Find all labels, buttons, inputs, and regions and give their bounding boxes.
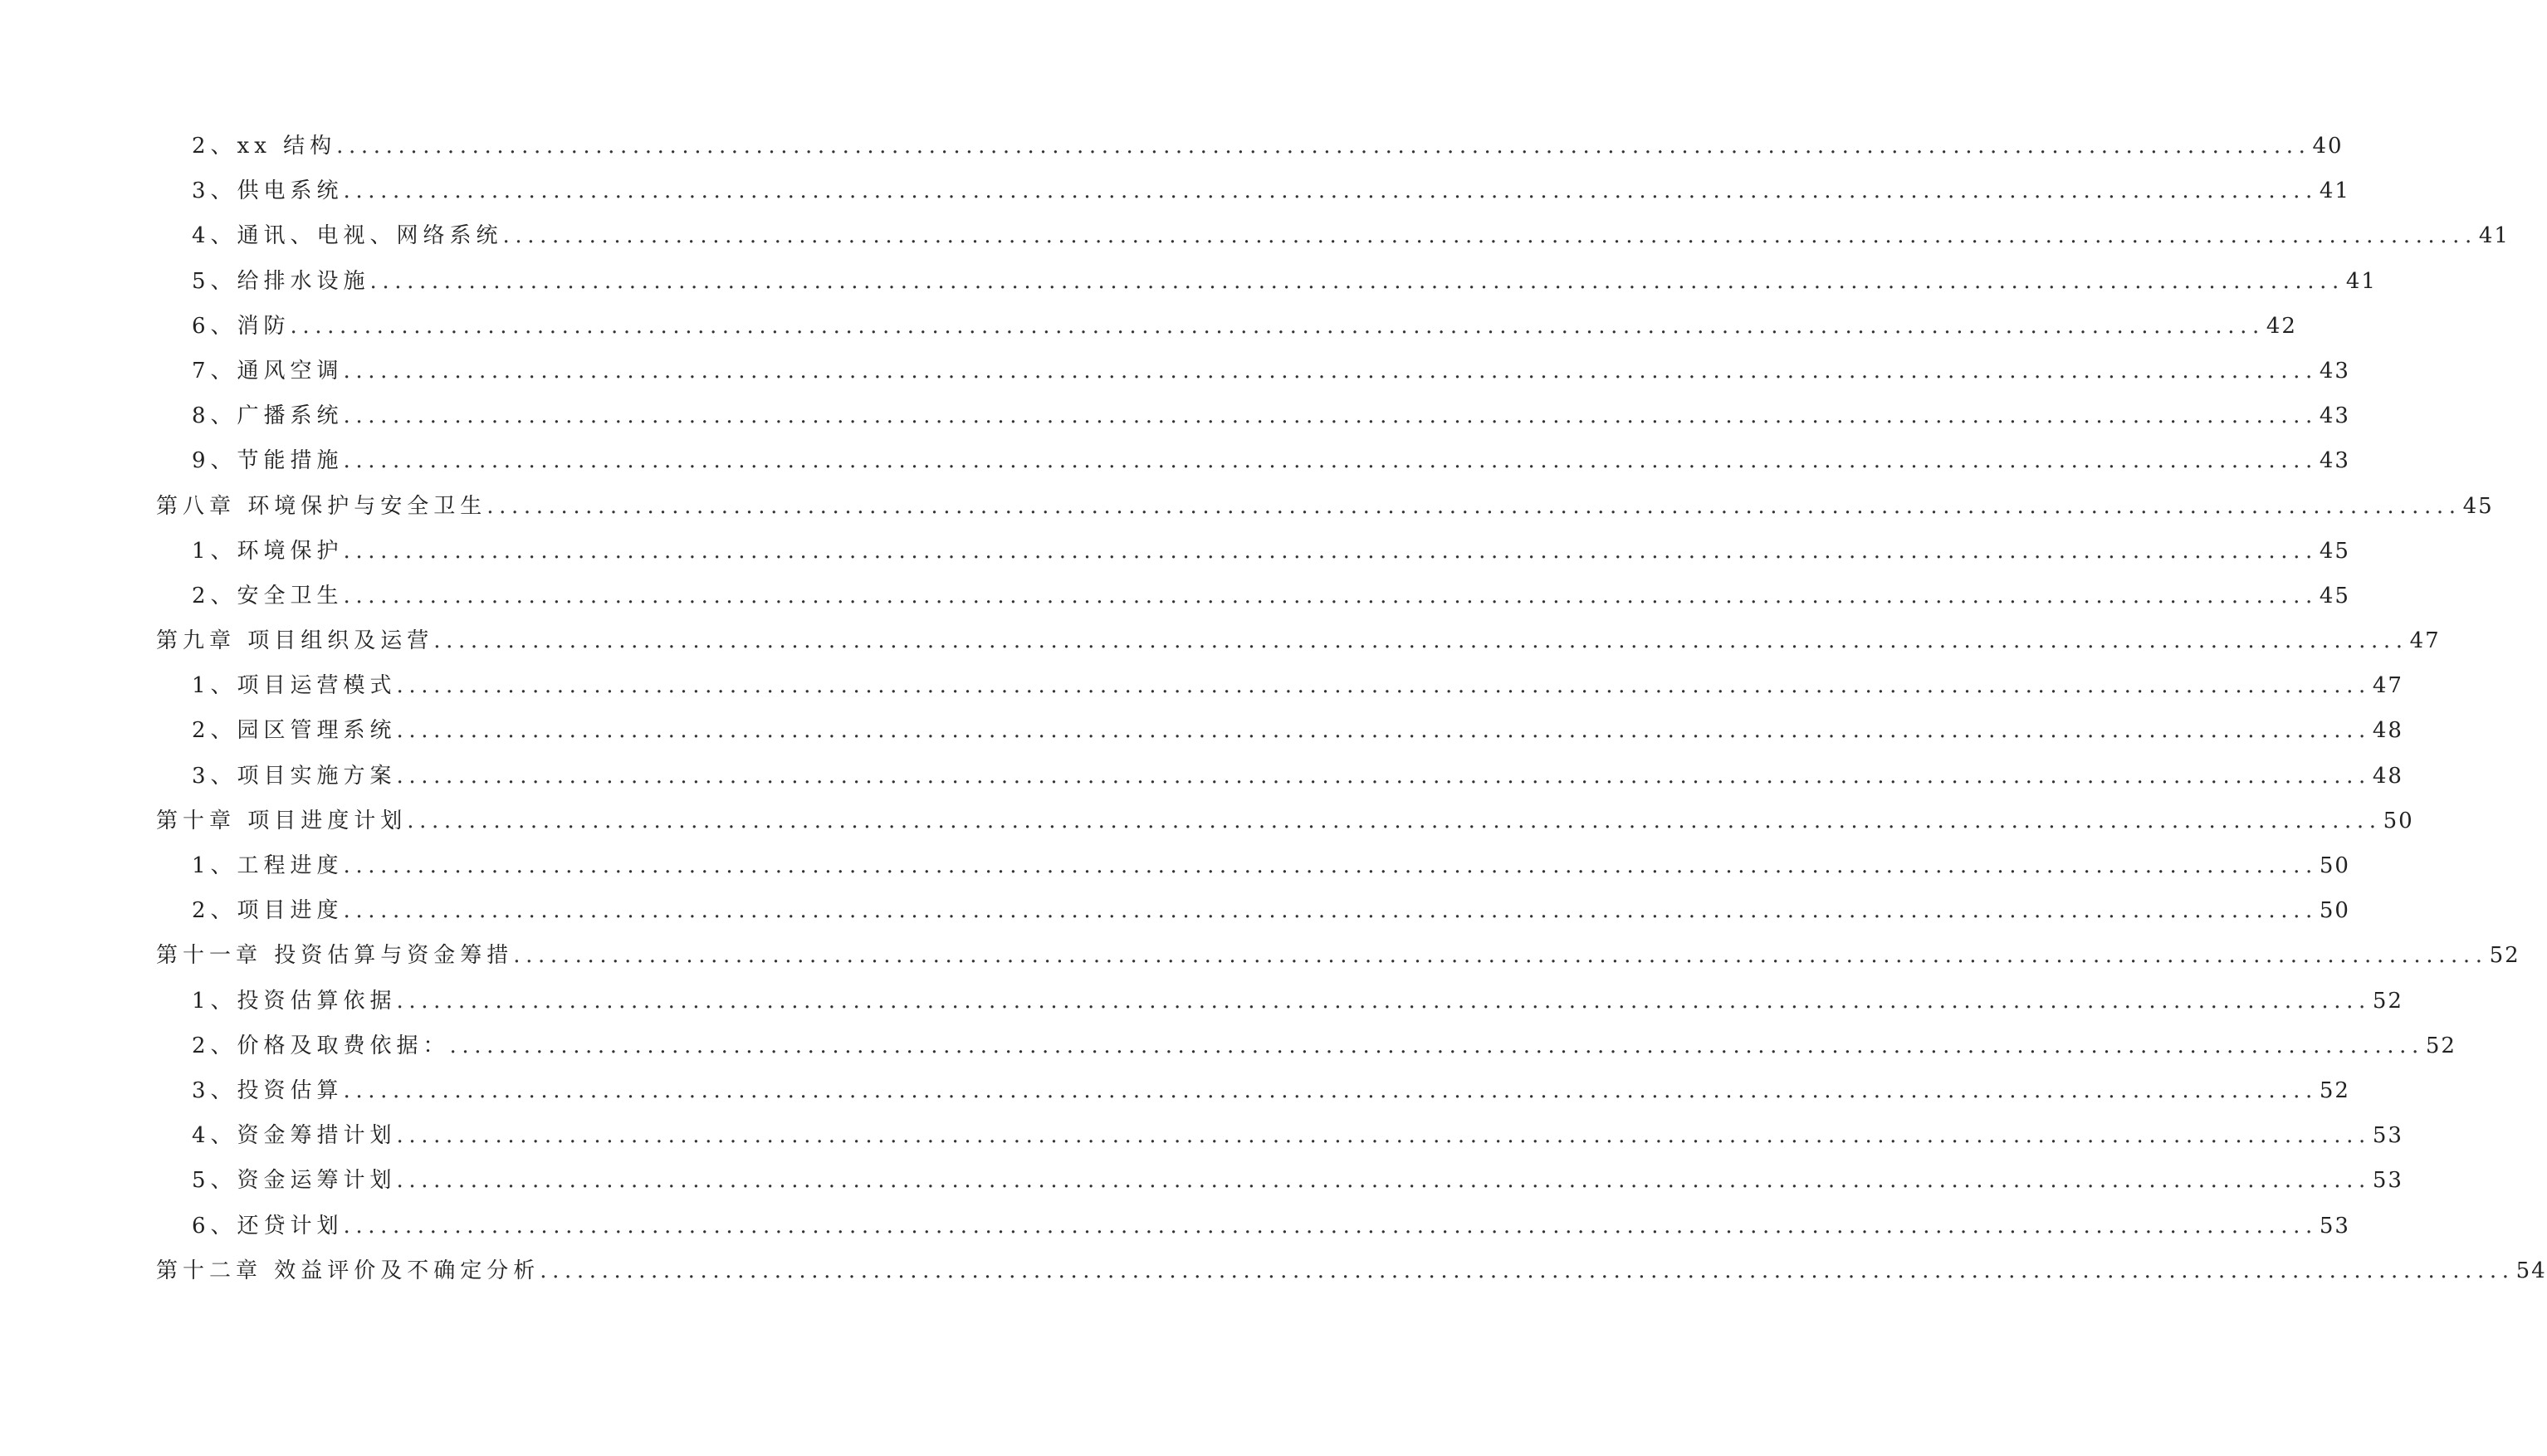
toc-section-entry[interactable] xyxy=(156,713,2403,758)
table-of-contents xyxy=(156,129,2547,1298)
toc-entry-page-number: 47 xyxy=(2372,673,2403,699)
toc-section-entry[interactable] xyxy=(156,354,2350,398)
toc-entry-page-number: 50 xyxy=(2319,853,2350,878)
toc-leader-dots: ................................................................................................................................................................ xyxy=(343,853,2318,878)
toc-entry-page-number: 42 xyxy=(2266,313,2297,339)
toc-entry-page-number: 45 xyxy=(2319,538,2350,564)
toc-section-entry[interactable] xyxy=(156,1209,2350,1253)
toc-entry-title: 6、消防 xyxy=(192,313,291,339)
toc-entry-page-number: 52 xyxy=(2489,943,2520,969)
toc-entry-title: 1、工程进度 xyxy=(192,853,344,878)
toc-entry-title: 6、还贷计划 xyxy=(192,1213,344,1239)
toc-entry-page-number: 43 xyxy=(2319,448,2350,474)
toc-leader-dots: ................................................................................................................................................................ xyxy=(343,538,2318,564)
toc-chapter-entry[interactable] xyxy=(156,938,2520,983)
toc-section-entry[interactable] xyxy=(156,264,2377,309)
toc-leader-dots: ................................................................................................................................................................ xyxy=(369,268,2344,294)
toc-entry-page-number: 52 xyxy=(2372,988,2403,1014)
toc-entry-page-number: 54 xyxy=(2515,1258,2547,1283)
toc-entry-page-number: 41 xyxy=(2345,268,2377,294)
toc-entry-page-number: 45 xyxy=(2319,583,2350,608)
toc-entry-page-number: 47 xyxy=(2409,628,2441,654)
toc-entry-page-number: 52 xyxy=(2425,1033,2457,1058)
toc-chapter-entry[interactable] xyxy=(156,804,2414,848)
toc-entry-page-number: 53 xyxy=(2372,1168,2403,1194)
toc-section-entry[interactable] xyxy=(156,398,2350,443)
toc-entry-title: 第十一章 投资估算与资金筹措 xyxy=(156,943,514,969)
toc-leader-dots: ................................................................................................................................................................ xyxy=(449,1033,2424,1058)
toc-section-entry[interactable] xyxy=(156,668,2403,713)
toc-entry-page-number: 43 xyxy=(2319,403,2350,429)
toc-leader-dots: ................................................................................................................................................................ xyxy=(290,313,2265,339)
toc-entry-page-number: 52 xyxy=(2319,1077,2350,1103)
toc-section-entry[interactable] xyxy=(156,1073,2350,1118)
toc-entry-title: 8、广播系统 xyxy=(192,403,344,429)
toc-entry-page-number: 48 xyxy=(2372,763,2403,789)
toc-leader-dots: ................................................................................................................................................................ xyxy=(396,988,2371,1014)
toc-entry-page-number: 43 xyxy=(2319,358,2350,384)
toc-entry-title: 2、价格及取费依据： xyxy=(192,1033,450,1058)
toc-entry-title: 1、环境保护 xyxy=(192,538,344,564)
toc-entry-title: 4、通讯、电视、网络系统 xyxy=(192,223,503,249)
toc-leader-dots: ................................................................................................................................................................ xyxy=(343,178,2318,204)
toc-entry-page-number: 45 xyxy=(2462,493,2494,519)
toc-entry-title: 第八章 环境保护与安全卫生 xyxy=(156,493,487,519)
toc-entry-page-number: 48 xyxy=(2372,718,2403,744)
toc-entry-page-number: 41 xyxy=(2478,223,2510,249)
toc-entry-page-number: 53 xyxy=(2319,1213,2350,1239)
toc-section-entry[interactable] xyxy=(156,443,2350,488)
toc-entry-page-number: 40 xyxy=(2312,134,2344,159)
toc-leader-dots: ................................................................................................................................................................ xyxy=(396,1168,2371,1194)
toc-chapter-entry[interactable] xyxy=(156,489,2494,534)
toc-chapter-entry[interactable] xyxy=(156,1253,2547,1298)
toc-leader-dots: ................................................................................................................................................................ xyxy=(396,1123,2371,1149)
toc-entry-title: 2、园区管理系统 xyxy=(192,718,397,744)
toc-entry-title: 2、项目进度 xyxy=(192,898,344,924)
toc-entry-title: 5、给排水设施 xyxy=(192,268,370,294)
toc-entry-title: 1、项目运营模式 xyxy=(192,673,397,699)
toc-leader-dots: ................................................................................................................................................................ xyxy=(486,493,2461,519)
toc-entry-title: 9、节能措施 xyxy=(192,448,344,474)
toc-leader-dots: ................................................................................................................................................................ xyxy=(513,943,2488,969)
toc-section-entry[interactable] xyxy=(156,1118,2403,1163)
toc-entry-title: 第九章 项目组织及运营 xyxy=(156,628,434,654)
toc-leader-dots: ................................................................................................................................................................ xyxy=(343,403,2318,429)
toc-entry-title: 4、资金筹措计划 xyxy=(192,1123,397,1149)
toc-section-entry[interactable] xyxy=(156,534,2350,579)
toc-leader-dots: ................................................................................................................................................................ xyxy=(396,763,2371,789)
toc-leader-dots: ................................................................................................................................................................ xyxy=(343,898,2318,924)
toc-leader-dots: ................................................................................................................................................................ xyxy=(343,583,2318,608)
toc-section-entry[interactable] xyxy=(156,848,2350,893)
toc-entry-page-number: 50 xyxy=(2319,898,2350,924)
toc-leader-dots: ................................................................................................................................................................ xyxy=(502,223,2477,249)
toc-entry-title: 3、项目实施方案 xyxy=(192,763,397,789)
toc-leader-dots: ................................................................................................................................................................ xyxy=(407,808,2382,833)
toc-section-entry[interactable] xyxy=(156,129,2344,173)
toc-section-entry[interactable] xyxy=(156,218,2510,263)
toc-leader-dots: ................................................................................................................................................................ xyxy=(343,448,2318,474)
toc-section-entry[interactable] xyxy=(156,309,2297,354)
toc-entry-title: 第十二章 效益评价及不确定分析 xyxy=(156,1258,540,1283)
toc-entry-title: 5、资金运筹计划 xyxy=(192,1168,397,1194)
toc-leader-dots: ................................................................................................................................................................ xyxy=(396,718,2371,744)
toc-entry-title: 3、投资估算 xyxy=(192,1077,344,1103)
toc-entry-title: 1、投资估算依据 xyxy=(192,988,397,1014)
toc-leader-dots: ................................................................................................................................................................ xyxy=(396,673,2371,699)
toc-entry-page-number: 50 xyxy=(2383,808,2414,833)
toc-entry-title: 2、安全卫生 xyxy=(192,583,344,608)
toc-section-entry[interactable] xyxy=(156,759,2403,804)
toc-entry-title: 7、通风空调 xyxy=(192,358,344,384)
toc-entry-page-number: 41 xyxy=(2319,178,2350,204)
toc-leader-dots: ................................................................................................................................................................ xyxy=(433,628,2408,654)
toc-leader-dots: ................................................................................................................................................................ xyxy=(336,134,2311,159)
toc-entry-title: 2、xx 结构 xyxy=(192,134,337,159)
toc-leader-dots: ................................................................................................................................................................ xyxy=(343,358,2318,384)
toc-section-entry[interactable] xyxy=(156,984,2403,1028)
toc-leader-dots: ................................................................................................................................................................ xyxy=(343,1213,2318,1239)
toc-leader-dots: ................................................................................................................................................................ xyxy=(540,1258,2515,1283)
toc-section-entry[interactable] xyxy=(156,579,2350,623)
toc-section-entry[interactable] xyxy=(156,1163,2403,1208)
toc-leader-dots: ................................................................................................................................................................ xyxy=(343,1077,2318,1103)
toc-section-entry[interactable] xyxy=(156,173,2350,218)
toc-entry-title: 第十章 项目进度计划 xyxy=(156,808,408,833)
toc-section-entry[interactable] xyxy=(156,1028,2457,1073)
toc-section-entry[interactable] xyxy=(156,893,2350,938)
toc-entry-page-number: 53 xyxy=(2372,1123,2403,1149)
toc-entry-title: 3、供电系统 xyxy=(192,178,344,204)
toc-chapter-entry[interactable] xyxy=(156,623,2441,668)
